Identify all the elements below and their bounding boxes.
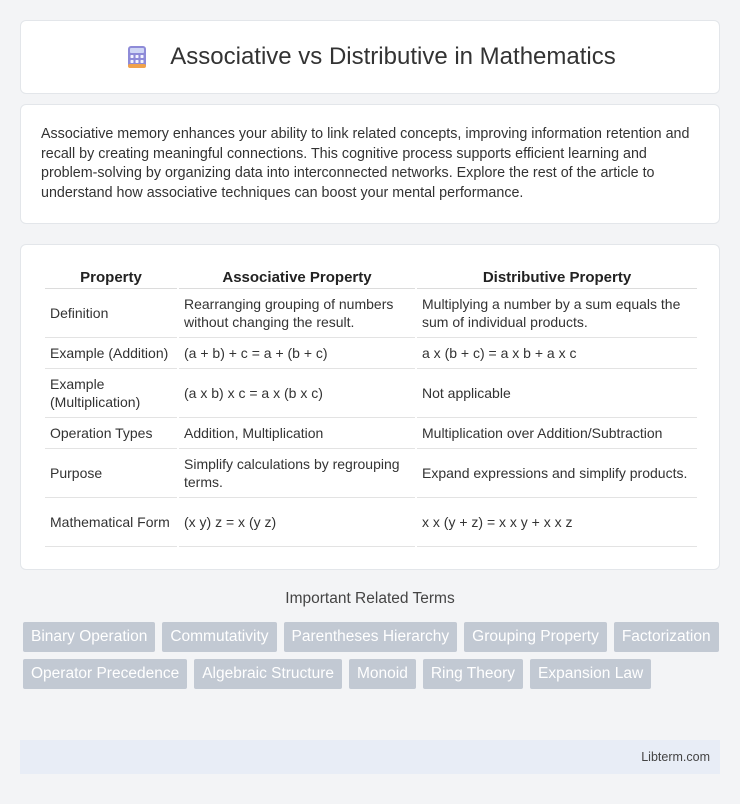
table-cell: Not applicable	[417, 369, 697, 418]
table-cell: Operation Types	[45, 418, 177, 449]
table-cell: Purpose	[45, 449, 177, 498]
table-row	[45, 418, 697, 449]
column-header: Property	[45, 265, 177, 289]
table-cell: Example (Addition)	[45, 338, 177, 369]
related-term-tag[interactable]: Factorization	[614, 622, 719, 652]
table-cell: Expand expressions and simplify products.	[417, 449, 697, 498]
table-cell: (x y) z = x (y z)	[179, 498, 415, 547]
table-cell: Multiplication over Addition/Subtraction	[417, 418, 697, 449]
table-cell: Simplify calculations by regrouping terms.	[179, 449, 415, 498]
table-cell: a x (b + c) = a x b + a x c	[417, 338, 697, 369]
table-row	[45, 338, 697, 369]
related-term-tag[interactable]: Binary Operation	[23, 622, 155, 652]
table-cell: Rearranging grouping of numbers without changing the result.	[179, 289, 415, 338]
page-header	[20, 20, 720, 94]
related-terms-title: Important Related Terms	[285, 590, 455, 607]
related-term-tag[interactable]: Grouping Property	[464, 622, 607, 652]
table-cell: x x (y + z) = x x y + x x z	[417, 498, 697, 547]
table-row	[45, 369, 697, 418]
column-header: Associative Property	[179, 265, 415, 289]
related-term-tag[interactable]: Operator Precedence	[23, 659, 187, 689]
related-term-tag[interactable]: Parentheses Hierarchy	[284, 622, 458, 652]
related-term-tag[interactable]: Ring Theory	[423, 659, 523, 689]
table-cell: (a + b) + c = a + (b + c)	[179, 338, 415, 369]
related-term-tag[interactable]: Commutativity	[162, 622, 276, 652]
comparison-table	[43, 265, 699, 547]
table-cell: Definition	[45, 289, 177, 338]
footer-site-link[interactable]: Libterm.com	[641, 750, 710, 764]
column-header: Distributive Property	[417, 265, 697, 289]
page-title: Associative vs Distributive in Mathematics	[170, 43, 616, 70]
related-term-tag[interactable]: Monoid	[349, 659, 416, 689]
table-row	[45, 289, 697, 338]
table-cell: Mathematical Form	[45, 498, 177, 547]
comparison-table-card	[20, 244, 720, 570]
table-row	[45, 498, 697, 547]
related-term-tag[interactable]: Expansion Law	[530, 659, 651, 689]
table-cell: Example (Multiplication)	[45, 369, 177, 418]
page-footer	[20, 740, 720, 774]
related-terms-list	[23, 622, 723, 689]
table-cell: Multiplying a number by a sum equals the sum of individual products.	[417, 289, 697, 338]
related-term-tag[interactable]: Algebraic Structure	[194, 659, 342, 689]
table-cell: (a x b) x c = a x (b x c)	[179, 369, 415, 418]
table-header-row	[45, 265, 697, 289]
intro-text: Associative memory enhances your ability to link related concepts, improving information retention and recall by creating meaningful connections. This cognitive process supports efficient learning and problem-solving by organizing data into interconnected networks. Explore the rest of the article to understand how associative techniques can boost your mental performance.	[41, 126, 690, 201]
intro-section	[20, 104, 720, 224]
calculator-icon	[124, 44, 150, 70]
table-row	[45, 449, 697, 498]
table-cell: Addition, Multiplication	[179, 418, 415, 449]
